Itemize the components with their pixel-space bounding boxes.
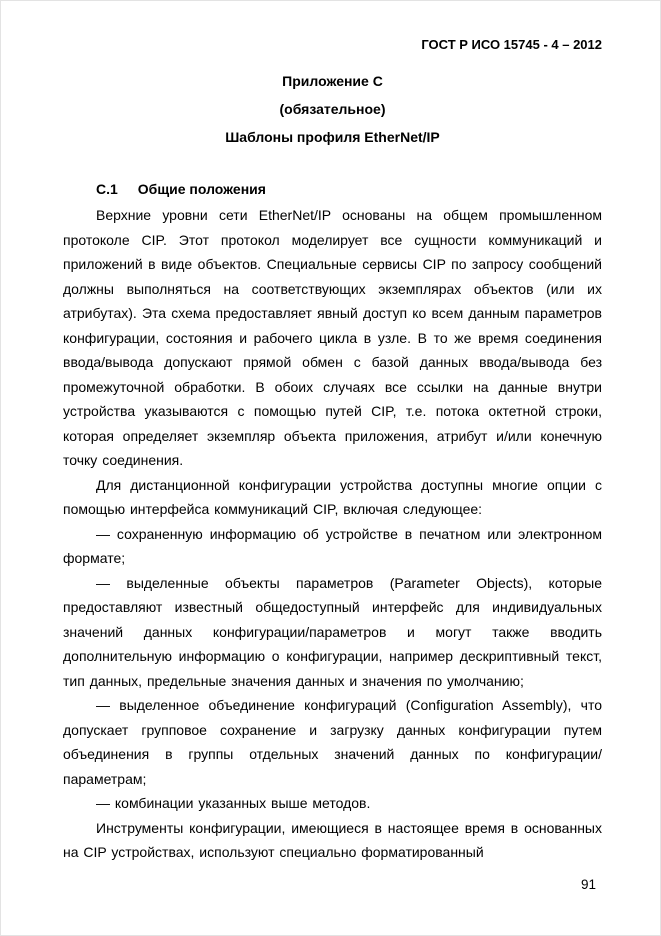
paragraph: Верхние уровни сети EtherNet/IP основаны на общем промышленном протоколе CIP. Этот протокол моделирует все сущности коммуникаций и приложений в виде объектов. Специальные сервисы CIP по запросу сообщений должны выполняться на соответствующих экземплярах объектов (или их атрибутах). Эта схема предоставляет явный доступ ко всем данным параметров конфигурации, состояния и рабочего цикла в узле. В то же время соединения ввода/вывода допускают прямой обмен с базой данных ввода/вывода без промежуточной обработки. В обоих случаях все ссылки на данные внутри устройства указываются с помощью путей CIP, т.е. потока октетной строки, которая определяет экземпляр объекта приложения, атрибут и/или конечную точку соединения.: [63, 207, 602, 468]
appendix-title-line-3: Шаблоны профиля EtherNet/IP: [225, 129, 440, 145]
appendix-title-block: [63, 67, 602, 151]
section-title: Общие положения: [137, 181, 266, 197]
doc-number-header: ГОСТ Р ИСО 15745 - 4 – 2012: [421, 37, 602, 52]
appendix-title-line-2: (обязательное): [279, 101, 386, 117]
paragraph: Для дистанционной конфигурации устройства доступны многие опции с помощью интерфейса коммуникаций CIP, включая следующее:: [63, 476, 602, 517]
list-item: — комбинации указанных выше методов.: [96, 795, 371, 811]
list-item: — выделенное объединение конфигураций (Configuration Assembly), что допускает групповое сохранение и загрузку данных конфигурации путем объединения в группы отдельных значений данных по конфигурации/параметрам;: [63, 697, 602, 787]
document-body: [63, 203, 602, 865]
appendix-title-line-1: Приложение С: [282, 73, 383, 89]
page-number: 91: [580, 877, 596, 892]
list-item: — выделенные объекты параметров (Parameter Objects), которые предоставляют известный общедоступный интерфейс для индивидуальных значений данных конфигурации/параметров и могут также вводить дополнительную информацию о конфигурации, например дескриптивный текст, тип данных, предельные значения данных и значения по умолчанию;: [63, 574, 602, 689]
paragraph: Инструменты конфигурации, имеющиеся в настоящее время в основанных на CIP устройствах, используют специально форматированный: [63, 819, 602, 860]
section-number: С.1: [96, 181, 118, 197]
list-item: — сохраненную информацию об устройстве в печатном или электронном формате;: [63, 525, 602, 566]
section-heading: [63, 177, 602, 201]
